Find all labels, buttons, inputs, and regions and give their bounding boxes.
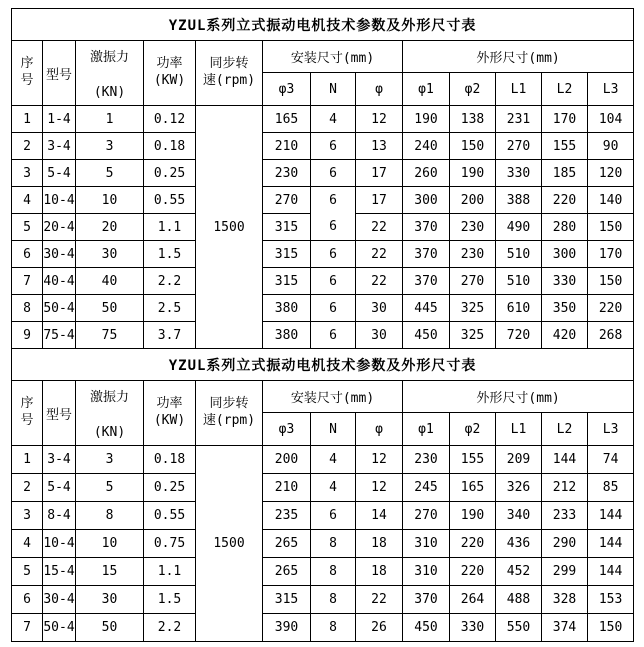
cell-model: 10-4 [43,187,76,214]
cell-l1: 452 [496,558,542,586]
cell-l3: 74 [588,446,634,474]
table-row [12,214,634,241]
cell-power-kw: 0.25 [144,160,196,187]
cell-l3: 150 [588,614,634,642]
col-header-speed [196,41,263,106]
table-body [12,446,634,642]
col-header-power [144,41,196,106]
cell-model: 75-4 [43,322,76,349]
cell-n: 6 [311,322,356,349]
cell-l1: 610 [496,295,542,322]
cell-phi3: 210 [263,133,311,160]
cell-force-kn: 10 [76,530,144,558]
cell-l3: 85 [588,474,634,502]
cell-n: 4 [311,474,356,502]
cell-l2: 170 [542,106,588,133]
cell-seq: 1 [12,446,43,474]
cell-seq: 2 [12,474,43,502]
col-header-speed-line2: 速(rpm) [202,73,256,88]
spec-table-1 [11,8,634,349]
cell-l3: 120 [588,160,634,187]
cell-model: 8-4 [43,502,76,530]
cell-phi: 22 [356,241,403,268]
cell-phi: 22 [356,586,403,614]
cell-phi3: 315 [263,268,311,295]
col-header-phi2: φ2 [450,73,496,106]
cell-phi1: 230 [403,446,450,474]
cell-n: 6 [311,187,356,214]
col-header-force [76,41,144,106]
cell-model: 3-4 [43,446,76,474]
cell-phi2: 220 [450,530,496,558]
col-header-n: N [311,73,356,106]
cell-l1: 510 [496,241,542,268]
cell-phi1: 260 [403,160,450,187]
table-row [12,106,634,133]
cell-l1: 340 [496,502,542,530]
cell-phi: 30 [356,295,403,322]
cell-phi3: 265 [263,530,311,558]
cell-n: 8 [311,614,356,642]
cell-n: 6 [311,502,356,530]
col-group-install: 安装尺寸(mm) [263,41,403,73]
cell-phi2: 220 [450,558,496,586]
col-header-l3: L3 [588,413,634,446]
col-header-force-label: 激振力 [89,390,129,405]
cell-l3: 150 [588,268,634,295]
cell-seq: 6 [12,241,43,268]
col-header-power-unit: (KW) [153,413,186,428]
cell-n: 6 [311,295,356,322]
cell-phi: 26 [356,614,403,642]
cell-force-kn: 75 [76,322,144,349]
table-row [12,322,634,349]
cell-phi1: 370 [403,241,450,268]
cell-phi: 22 [356,214,403,241]
col-header-power-unit: (KW) [153,73,186,88]
cell-n: 6 [311,160,356,187]
cell-force-kn: 40 [76,268,144,295]
col-header-speed-line1: 同步转 [209,396,249,412]
col-header-phi1: φ1 [403,73,450,106]
cell-model: 50-4 [43,614,76,642]
cell-model: 20-4 [43,214,76,241]
table-row [12,241,634,268]
col-header-speed-line2: 速(rpm) [202,413,256,428]
cell-phi2: 330 [450,614,496,642]
cell-l1: 330 [496,160,542,187]
cell-power-kw: 0.75 [144,530,196,558]
cell-phi3: 165 [263,106,311,133]
col-header-phi2: φ2 [450,413,496,446]
cell-seq: 9 [12,322,43,349]
col-header-l1: L1 [496,73,542,106]
col-header-l2: L2 [542,73,588,106]
cell-phi: 18 [356,558,403,586]
table-row [12,268,634,295]
cell-seq: 8 [12,295,43,322]
col-group-outline: 外形尺寸(mm) [403,381,634,413]
cell-l2: 299 [542,558,588,586]
cell-model: 1-4 [43,106,76,133]
cell-phi2: 200 [450,187,496,214]
cell-phi3: 315 [263,241,311,268]
cell-l1: 436 [496,530,542,558]
col-header-seq-line1: 序 [20,396,34,412]
cell-l2: 280 [542,214,588,241]
cell-phi2: 325 [450,322,496,349]
col-header-seq [12,41,43,106]
cell-seq: 1 [12,106,43,133]
cell-l2: 328 [542,586,588,614]
cell-phi3: 380 [263,322,311,349]
col-header-model: 型号 [43,381,76,446]
cell-seq: 7 [12,268,43,295]
cell-power-kw: 1.5 [144,586,196,614]
cell-phi: 12 [356,106,403,133]
col-header-phi3: φ3 [263,413,311,446]
col-header-force [76,381,144,446]
cell-phi1: 370 [403,586,450,614]
cell-l3: 150 [588,214,634,241]
cell-seq: 4 [12,187,43,214]
cell-l3: 90 [588,133,634,160]
cell-phi2: 155 [450,446,496,474]
cell-phi1: 245 [403,474,450,502]
cell-l2: 290 [542,530,588,558]
cell-phi1: 445 [403,295,450,322]
table-row [12,530,634,558]
col-header-seq [12,381,43,446]
cell-l2: 233 [542,502,588,530]
cell-speed-rpm: 1500 [196,106,263,349]
cell-force-kn: 5 [76,474,144,502]
cell-l1: 209 [496,446,542,474]
cell-l1: 388 [496,187,542,214]
cell-power-kw: 0.12 [144,106,196,133]
cell-force-kn: 5 [76,160,144,187]
cell-model: 5-4 [43,474,76,502]
cell-phi2: 138 [450,106,496,133]
cell-phi: 12 [356,474,403,502]
table-row [12,586,634,614]
table-row [12,502,634,530]
cell-phi2: 230 [450,241,496,268]
cell-phi: 14 [356,502,403,530]
col-header-phi: φ [356,413,403,446]
cell-l1: 510 [496,268,542,295]
table-row [12,558,634,586]
col-header-power-label: 功率 [156,56,183,72]
col-header-force-label: 激振力 [89,50,129,65]
cell-seq: 2 [12,133,43,160]
cell-force-kn: 50 [76,614,144,642]
cell-power-kw: 2.2 [144,268,196,295]
cell-seq: 5 [12,214,43,241]
col-header-l2: L2 [542,413,588,446]
col-group-outline: 外形尺寸(mm) [403,41,634,73]
cell-force-kn: 8 [76,502,144,530]
col-header-power [144,381,196,446]
cell-phi1: 450 [403,322,450,349]
cell-phi3: 390 [263,614,311,642]
cell-l3: 144 [588,502,634,530]
cell-phi2: 264 [450,586,496,614]
cell-l2: 420 [542,322,588,349]
cell-seq: 7 [12,614,43,642]
cell-phi2: 325 [450,295,496,322]
cell-phi2: 165 [450,474,496,502]
col-header-model: 型号 [43,41,76,106]
cell-l1: 490 [496,214,542,241]
cell-force-kn: 30 [76,586,144,614]
cell-l1: 488 [496,586,542,614]
cell-phi: 18 [356,530,403,558]
cell-phi2: 150 [450,133,496,160]
cell-phi1: 300 [403,187,450,214]
cell-l2: 330 [542,268,588,295]
col-header-force-unit: (KN) [93,85,126,100]
col-header-phi1: φ1 [403,413,450,446]
cell-power-kw: 2.2 [144,614,196,642]
cell-n: 6 [311,214,356,241]
cell-l1: 550 [496,614,542,642]
cell-force-kn: 10 [76,187,144,214]
cell-n: 8 [311,558,356,586]
cell-model: 30-4 [43,586,76,614]
table-row [12,446,634,474]
col-header-phi3: φ3 [263,73,311,106]
cell-phi: 17 [356,160,403,187]
cell-power-kw: 2.5 [144,295,196,322]
cell-force-kn: 3 [76,133,144,160]
cell-l1: 326 [496,474,542,502]
cell-l2: 300 [542,241,588,268]
cell-speed-rpm: 1500 [196,446,263,642]
cell-n: 4 [311,106,356,133]
cell-l3: 268 [588,322,634,349]
cell-l3: 104 [588,106,634,133]
cell-phi3: 230 [263,160,311,187]
spec-table-2 [11,348,634,642]
cell-phi: 22 [356,268,403,295]
col-header-l1: L1 [496,413,542,446]
cell-l3: 170 [588,241,634,268]
cell-model: 40-4 [43,268,76,295]
table-title: YZUL系列立式振动电机技术参数及外形尺寸表 [12,9,634,41]
cell-phi: 12 [356,446,403,474]
cell-phi: 17 [356,187,403,214]
cell-l1: 231 [496,106,542,133]
cell-power-kw: 0.18 [144,133,196,160]
cell-power-kw: 0.25 [144,474,196,502]
cell-n: 6 [311,241,356,268]
cell-phi1: 190 [403,106,450,133]
cell-l2: 350 [542,295,588,322]
col-header-seq-line2: 号 [20,413,34,428]
cell-model: 3-4 [43,133,76,160]
cell-force-kn: 3 [76,446,144,474]
table-row [12,295,634,322]
cell-power-kw: 3.7 [144,322,196,349]
col-group-install: 安装尺寸(mm) [263,381,403,413]
cell-l2: 212 [542,474,588,502]
col-header-l3: L3 [588,73,634,106]
col-header-n: N [311,413,356,446]
cell-phi2: 230 [450,214,496,241]
col-header-power-label: 功率 [156,396,183,412]
cell-l2: 155 [542,133,588,160]
col-header-force-unit: (KN) [93,425,126,440]
cell-phi3: 265 [263,558,311,586]
table-row [12,160,634,187]
cell-phi1: 310 [403,558,450,586]
cell-l3: 144 [588,530,634,558]
table-title: YZUL系列立式振动电机技术参数及外形尺寸表 [12,349,634,381]
cell-phi: 13 [356,133,403,160]
cell-model: 10-4 [43,530,76,558]
col-header-speed-line1: 同步转 [209,56,249,72]
cell-force-kn: 50 [76,295,144,322]
table-body [12,106,634,349]
cell-l2: 185 [542,160,588,187]
col-header-seq-line1: 序 [20,56,34,72]
cell-phi2: 270 [450,268,496,295]
cell-power-kw: 1.1 [144,558,196,586]
cell-phi: 30 [356,322,403,349]
cell-model: 5-4 [43,160,76,187]
cell-phi3: 235 [263,502,311,530]
cell-seq: 4 [12,530,43,558]
cell-phi3: 270 [263,187,311,214]
cell-l2: 144 [542,446,588,474]
cell-n: 4 [311,446,356,474]
cell-phi1: 370 [403,214,450,241]
cell-phi1: 310 [403,530,450,558]
cell-l3: 220 [588,295,634,322]
cell-phi3: 210 [263,474,311,502]
cell-phi3: 380 [263,295,311,322]
cell-l1: 720 [496,322,542,349]
cell-force-kn: 20 [76,214,144,241]
col-header-seq-line2: 号 [20,73,34,88]
cell-power-kw: 0.55 [144,502,196,530]
cell-phi1: 270 [403,502,450,530]
col-header-speed [196,381,263,446]
cell-l3: 153 [588,586,634,614]
cell-l2: 374 [542,614,588,642]
cell-seq: 3 [12,160,43,187]
table-row [12,133,634,160]
table-row [12,614,634,642]
cell-power-kw: 0.55 [144,187,196,214]
cell-n: 8 [311,586,356,614]
cell-power-kw: 1.5 [144,241,196,268]
cell-phi3: 315 [263,586,311,614]
col-header-phi: φ [356,73,403,106]
cell-force-kn: 15 [76,558,144,586]
cell-n: 8 [311,530,356,558]
cell-seq: 6 [12,586,43,614]
cell-phi1: 450 [403,614,450,642]
cell-force-kn: 1 [76,106,144,133]
cell-l1: 270 [496,133,542,160]
cell-power-kw: 1.1 [144,214,196,241]
cell-phi3: 200 [263,446,311,474]
cell-model: 50-4 [43,295,76,322]
cell-force-kn: 30 [76,241,144,268]
table-row [12,187,634,214]
cell-phi2: 190 [450,502,496,530]
cell-n: 6 [311,268,356,295]
cell-l3: 140 [588,187,634,214]
cell-phi1: 240 [403,133,450,160]
cell-l2: 220 [542,187,588,214]
cell-power-kw: 0.18 [144,446,196,474]
cell-seq: 3 [12,502,43,530]
cell-n: 6 [311,133,356,160]
cell-phi1: 370 [403,268,450,295]
cell-phi2: 190 [450,160,496,187]
cell-phi3: 315 [263,214,311,241]
cell-seq: 5 [12,558,43,586]
cell-model: 30-4 [43,241,76,268]
cell-l3: 144 [588,558,634,586]
table-row [12,474,634,502]
cell-model: 15-4 [43,558,76,586]
